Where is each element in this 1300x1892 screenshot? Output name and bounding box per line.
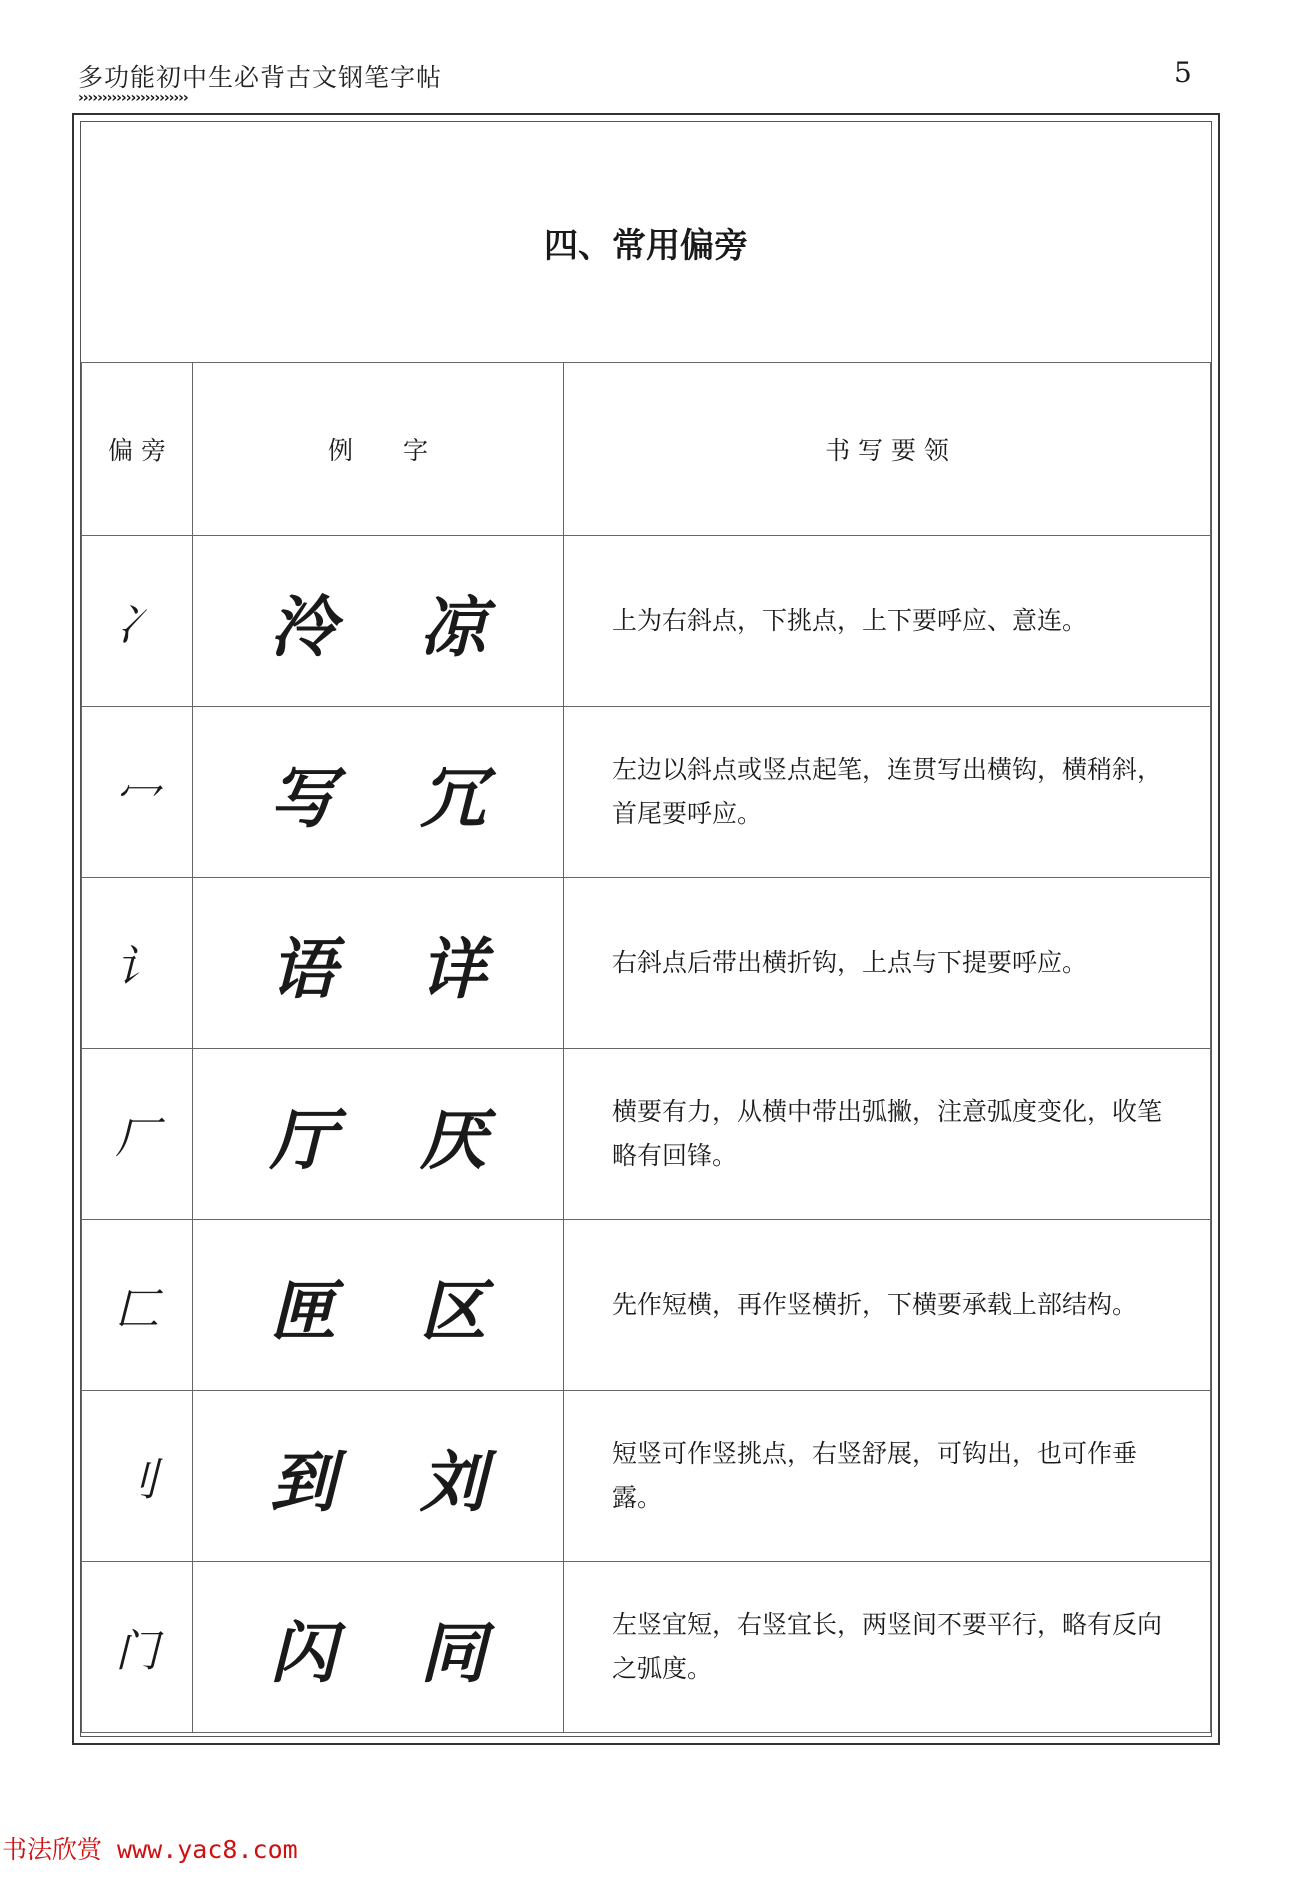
radical-cell xyxy=(82,536,193,707)
table-row xyxy=(82,1391,1211,1562)
writing-tip: 左竖宜短，右竖宜长，两竖间不要平行，略有反向之弧度。 xyxy=(564,1562,1211,1733)
example-char: 厌 xyxy=(420,1100,486,1179)
example-char: 泠 xyxy=(270,587,336,666)
radical-cell xyxy=(82,1562,193,1733)
header-examples: 例 字 xyxy=(193,363,564,536)
example-char: 到 xyxy=(270,1442,336,1521)
writing-tip: 横要有力，从横中带出弧撇，注意弧度变化，收笔略有回锋。 xyxy=(564,1049,1211,1220)
examples-cell xyxy=(193,1220,564,1391)
table-row xyxy=(82,1562,1211,1733)
writing-tip: 上为右斜点，下挑点，上下要呼应、意连。 xyxy=(564,536,1211,707)
examples-cell xyxy=(193,707,564,878)
table-row xyxy=(82,878,1211,1049)
table-header-row xyxy=(82,363,1211,536)
table-row xyxy=(82,536,1211,707)
example-char: 同 xyxy=(420,1613,486,1692)
example-char: 凉 xyxy=(420,587,486,666)
writing-tip: 短竖可作竖挑点，右竖舒展，可钩出，也可作垂露。 xyxy=(564,1391,1211,1562)
table-row xyxy=(82,707,1211,878)
radical: 冫 xyxy=(115,600,159,651)
header-radical: 偏 旁 xyxy=(82,363,193,536)
header-arrow-rule: ››››››››››››››››››››››› xyxy=(78,90,188,106)
radical: 厂 xyxy=(115,1113,159,1164)
header-tips: 书 写 要 领 xyxy=(564,363,1211,536)
example-char: 写 xyxy=(270,758,336,837)
page-number: 5 xyxy=(1174,56,1192,89)
examples-cell xyxy=(193,536,564,707)
radical: 冖 xyxy=(115,771,159,822)
table-row xyxy=(82,1049,1211,1220)
radical-table-container xyxy=(80,121,1212,1737)
radical-cell xyxy=(82,1391,193,1562)
radical: 匚 xyxy=(115,1284,159,1335)
writing-tip: 右斜点后带出横折钩，上点与下提要呼应。 xyxy=(564,878,1211,1049)
book-title: 多功能初中生必背古文钢笔字帖 xyxy=(78,63,443,92)
table-row xyxy=(82,1220,1211,1391)
radical: 讠 xyxy=(115,942,159,993)
watermark: 书法欣赏 www.yac8.com xyxy=(2,1835,298,1864)
writing-tip: 先作短横，再作竖横折，下横要承载上部结构。 xyxy=(564,1220,1211,1391)
examples-cell xyxy=(193,1562,564,1733)
example-char: 闪 xyxy=(270,1613,336,1692)
example-char: 详 xyxy=(420,929,486,1008)
writing-tip: 左边以斜点或竖点起笔，连贯写出横钩，横稍斜，首尾要呼应。 xyxy=(564,707,1211,878)
radical-cell xyxy=(82,1220,193,1391)
example-char: 区 xyxy=(420,1271,486,1350)
example-char: 厅 xyxy=(270,1100,336,1179)
example-char: 刘 xyxy=(420,1442,486,1521)
radical: 刂 xyxy=(115,1455,159,1506)
example-char: 匣 xyxy=(270,1271,336,1350)
examples-cell xyxy=(193,1049,564,1220)
examples-cell xyxy=(193,1391,564,1562)
radical: 门 xyxy=(115,1626,159,1677)
radical-cell xyxy=(82,707,193,878)
example-char: 语 xyxy=(270,929,336,1008)
radical-cell xyxy=(82,1049,193,1220)
radical-cell xyxy=(82,878,193,1049)
examples-cell xyxy=(193,878,564,1049)
example-char: 冗 xyxy=(420,758,486,837)
radical-table xyxy=(81,362,1211,1733)
section-title: 四、常用偏旁 xyxy=(544,226,748,266)
